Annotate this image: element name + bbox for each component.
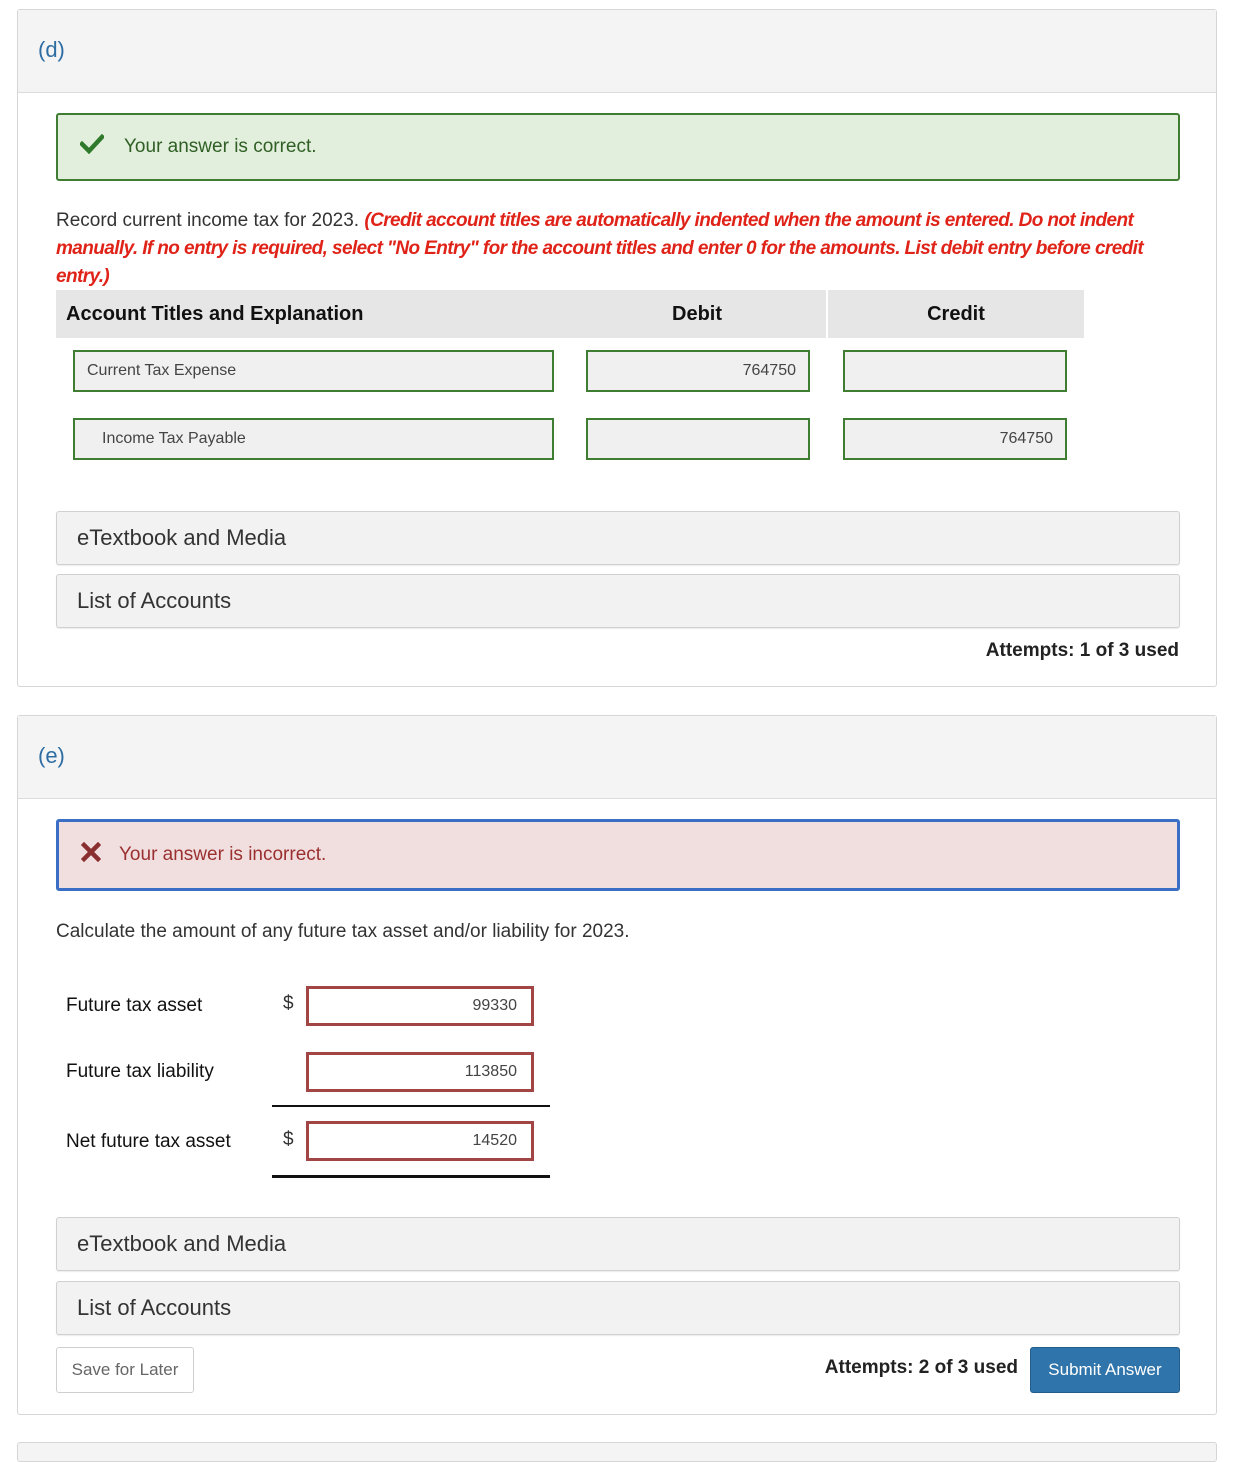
col-debit: Debit [568, 290, 826, 338]
list-of-accounts-toggle[interactable]: List of Accounts [56, 1281, 1180, 1335]
part-e-panel [17, 715, 1217, 1415]
next-panel-edge [17, 1442, 1217, 1462]
col-credit: Credit [828, 290, 1084, 338]
correct-feedback-text: Your answer is correct. [124, 136, 317, 157]
x-mark-icon [81, 842, 101, 868]
currency-symbol: $ [283, 1129, 294, 1150]
etextbook-media-toggle[interactable]: eTextbook and Media [56, 511, 1180, 565]
etextbook-media-toggle[interactable]: eTextbook and Media [56, 1217, 1180, 1271]
part-d-header [18, 10, 1216, 93]
credit-input[interactable]: 764750 [843, 418, 1067, 460]
instruction-note: (Credit account titles are automatically indented when the amount is entered. Do not indent manually. If no entry is required, select "No Entry" for the account titles and enter 0 for the amounts. List debit entry before credit entry.) [56, 210, 1144, 287]
net-future-tax-asset-label: Net future tax asset [66, 1131, 231, 1152]
debit-input[interactable] [586, 418, 810, 460]
credit-input[interactable] [843, 350, 1067, 392]
submit-answer-button[interactable]: Submit Answer [1030, 1347, 1180, 1393]
subtotal-rule [272, 1105, 550, 1107]
account-title-input[interactable]: Current Tax Expense [73, 350, 554, 392]
incorrect-feedback [56, 819, 1180, 891]
col-account-titles: Account Titles and Explanation [56, 290, 568, 338]
checkmark-icon [80, 134, 104, 160]
attempts-counter: Attempts: 1 of 3 used [985, 640, 1179, 661]
future-tax-asset-input[interactable]: 99330 [306, 986, 534, 1026]
attempts-counter: Attempts: 2 of 3 used [824, 1357, 1018, 1378]
total-rule [272, 1175, 550, 1178]
part-d-panel [17, 9, 1217, 687]
future-tax-liability-input[interactable]: 113850 [306, 1052, 534, 1092]
future-tax-liability-label: Future tax liability [66, 1061, 214, 1082]
correct-feedback [56, 113, 1180, 181]
debit-input[interactable]: 764750 [586, 350, 810, 392]
part-d-label: (d) [38, 37, 65, 62]
save-for-later-button[interactable]: Save for Later [56, 1347, 194, 1393]
part-e-label: (e) [38, 743, 65, 768]
journal-table-header [56, 290, 1084, 338]
incorrect-feedback-text: Your answer is incorrect. [119, 844, 327, 865]
account-title-input[interactable]: Income Tax Payable [73, 418, 554, 460]
net-future-tax-asset-input[interactable]: 14520 [306, 1121, 534, 1161]
part-d-instruction: Record current income tax for 2023. (Credit account titles are automatically indented when the amount is entered. Do not indent manually. If no entry is required, select "No Entry" for the account titles and enter 0 for the amounts. List debit entry before credit entry.) [56, 210, 1144, 287]
part-e-instruction: Calculate the amount of any future tax asset and/or liability for 2023. [56, 921, 630, 942]
list-of-accounts-toggle[interactable]: List of Accounts [56, 574, 1180, 628]
currency-symbol: $ [283, 993, 294, 1014]
future-tax-asset-label: Future tax asset [66, 995, 203, 1016]
part-e-header [18, 716, 1216, 799]
